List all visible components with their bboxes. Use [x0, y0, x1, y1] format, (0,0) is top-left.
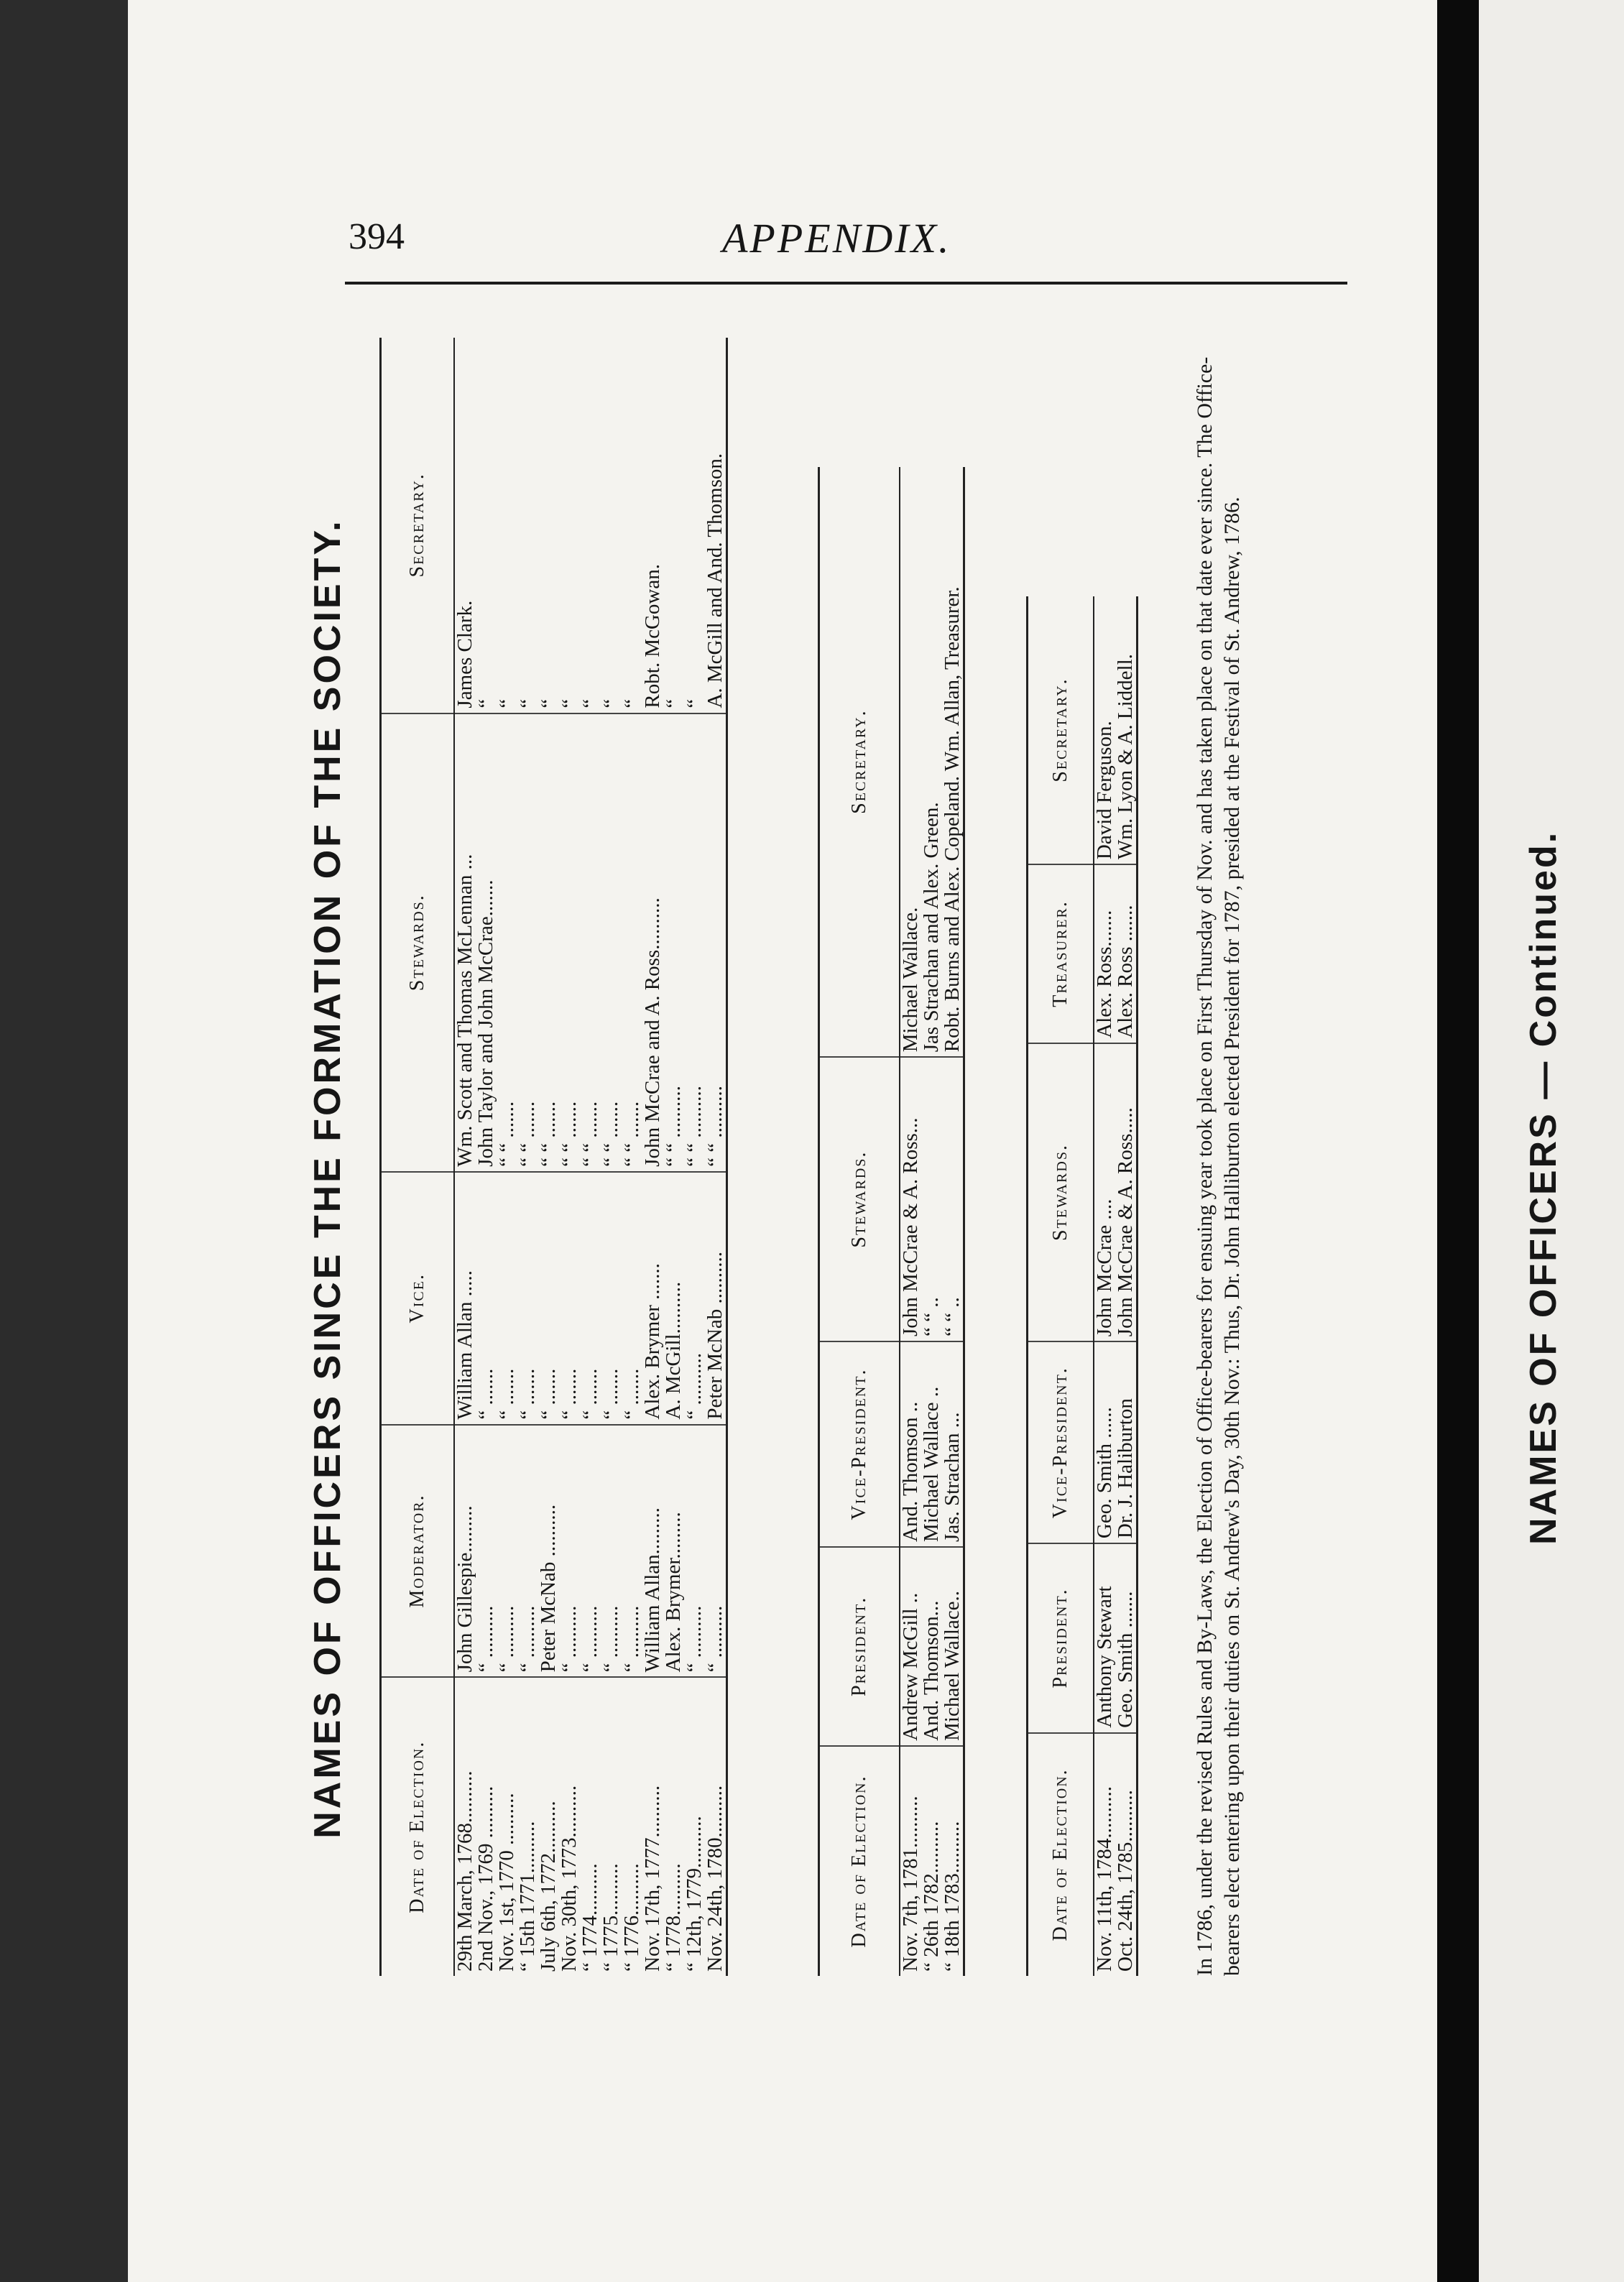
col-stewards: Stewards.	[819, 1057, 900, 1341]
table-cell: “ “ ..	[921, 1057, 942, 1341]
footnote-text: In 1786, under the revised Rules and By-Laws, the Election of Office-bearers for ensuing year took place on First Thursday of Nov. and has taken place on that date ever since. The Office-bearers elect entering upon their duties on St. Andrew's Day, 30th Nov.: Thus, Dr. John Halliburton elected President for 1787, presided at the Festival of St. Andrew, 1786.	[1193, 356, 1244, 1976]
table-cell: And. Thomson...	[921, 1547, 942, 1746]
col-stewards: Stewards.	[381, 713, 455, 1172]
page-gutter	[1437, 0, 1479, 2282]
table-cell: “ “ ..	[942, 1057, 964, 1341]
table-row	[942, 467, 964, 1976]
table-cell: “ “ ..........	[663, 713, 684, 1172]
col-date: Date of Election.	[1028, 1733, 1094, 1976]
table-cell: Michael Wallace ..	[921, 1341, 942, 1547]
table-body	[1094, 596, 1138, 1976]
table-cell: “ “ ..........	[684, 713, 705, 1172]
table-cell: “ .......	[517, 1172, 538, 1425]
header-rule	[345, 282, 1347, 285]
col-treasurer: Treasurer.	[1028, 864, 1094, 1043]
col-president: President.	[819, 1547, 900, 1746]
table-cell: Wm. Lyon & A. Liddell.	[1115, 596, 1138, 864]
table-cell: “ ..........	[622, 1425, 642, 1678]
table-row	[454, 338, 476, 1976]
table-cell: “ .......	[601, 1172, 622, 1425]
table-cell: “ ..........	[705, 1425, 727, 1678]
table-cell: Peter McNab ..........	[538, 1425, 559, 1678]
table-cell: David Ferguson.	[1094, 596, 1115, 864]
table-cell: “ .......	[580, 1172, 601, 1425]
table-cell: “	[517, 338, 538, 713]
table-cell: “ “ .......	[601, 713, 622, 1172]
table-cell: “ ..........	[559, 1425, 580, 1678]
col-secretary: Secretary.	[1028, 596, 1094, 864]
table-cell: “ 1778..........	[662, 1863, 685, 1972]
table-cell: William Allan .....	[454, 1172, 476, 1425]
table-cell: “	[476, 338, 497, 713]
facing-page	[1479, 0, 1624, 2282]
table-cell: Nov. 7th, 1781..........	[899, 1796, 922, 1972]
table-row	[622, 338, 642, 1976]
page-number: 394	[349, 216, 405, 257]
table-row	[642, 338, 663, 1976]
table-cell: “	[622, 338, 642, 713]
table-cell: Nov. 11th, 1784..........	[1093, 1786, 1116, 1972]
table-row	[517, 338, 538, 1976]
table-cell: Nov. 1st, 1770 ..........	[495, 1793, 518, 1972]
table-cell: “ 1774..........	[578, 1863, 601, 1972]
table-cell: 29th March, 1768..........	[453, 1770, 476, 1972]
table-row	[601, 338, 622, 1976]
table-cell: “ “ .......	[580, 713, 601, 1172]
table-cell: “ “ .......	[622, 713, 642, 1172]
table-cell: Dr. J. Haliburton	[1115, 1341, 1138, 1543]
officers-table-1781	[818, 467, 965, 1976]
table-cell: Nov. 17th, 1777..........	[641, 1785, 664, 1972]
table-cell: John McCrae and A. Ross..........	[642, 713, 663, 1172]
table-cell: Alex. Ross .......	[1115, 864, 1138, 1043]
table-cell: “ 26th 1782..........	[920, 1821, 943, 1972]
table-cell: “ ..........	[601, 1425, 622, 1678]
table-cell: Jas Strachan and Alex. Green.	[921, 467, 942, 1057]
table-cell: July 6th, 1772..........	[537, 1801, 560, 1972]
col-vice-president: Vice-President.	[1028, 1341, 1094, 1543]
table-row	[684, 338, 705, 1976]
table-cell: Alex. Ross.......	[1094, 864, 1115, 1043]
table-cell: “ .......	[538, 1172, 559, 1425]
continued-title: NAMES OF OFFICERS — Continued.	[1523, 830, 1564, 1545]
table-cell: “ .......	[476, 1172, 497, 1425]
table-cell: Geo. Smith .......	[1115, 1543, 1138, 1733]
table-cell: “ 18th 1783..........	[941, 1821, 964, 1972]
table-cell: “ .......	[497, 1172, 517, 1425]
table-cell: “ “ .......	[497, 713, 517, 1172]
table-cell: John McCrae ....	[1094, 1043, 1115, 1342]
table-cell: “ ..........	[580, 1425, 601, 1678]
table-cell: “	[684, 338, 705, 713]
table-row	[559, 338, 580, 1976]
table-cell: “ 1775..........	[599, 1863, 622, 1972]
table-cell: Robt. McGowan.	[642, 338, 663, 713]
table-cell: Andrew McGill ..	[900, 1547, 921, 1746]
table-cell: “ “ .......	[517, 713, 538, 1172]
table-cell: “ “ ..........	[705, 713, 727, 1172]
table-cell: Alex. Brymer.........	[663, 1425, 684, 1678]
table-cell: Geo. Smith ......	[1094, 1341, 1115, 1543]
officers-table-1768	[379, 338, 728, 1976]
table-cell: John McCrae & A. Ross.....	[1115, 1043, 1138, 1342]
col-moderator: Moderator.	[381, 1425, 455, 1678]
table-cell: “	[497, 338, 517, 713]
col-date: Date of Election.	[381, 1677, 455, 1976]
table-cell: Oct. 24th, 1785..........	[1114, 1790, 1137, 1972]
table-cell: “ “ .......	[538, 713, 559, 1172]
table-cell: John Taylor and John McCrae.......	[476, 713, 497, 1172]
table-row	[1094, 596, 1115, 1976]
table-cell: A. McGill and And. Thomson.	[705, 338, 727, 713]
col-date: Date of Election.	[819, 1746, 900, 1976]
table-cell: “	[538, 338, 559, 713]
running-title: APPENDIX.	[722, 215, 951, 262]
table-cell: Robt. Burns and Alex. Copeland. Wm. Allan, Treasurer.	[942, 467, 964, 1057]
table-cell: Nov. 30th, 1773..........	[558, 1785, 581, 1972]
col-vice: Vice.	[381, 1172, 455, 1425]
table-row	[663, 338, 684, 1976]
table-cell: “ ..........	[497, 1425, 517, 1678]
col-stewards: Stewards.	[1028, 1043, 1094, 1342]
table-cell: “ ..........	[517, 1425, 538, 1678]
col-president: President.	[1028, 1543, 1094, 1733]
table-cell: 2nd Nov., 1769 ..........	[474, 1786, 497, 1972]
table-cell: “ 1776..........	[620, 1863, 643, 1972]
table-body	[900, 467, 964, 1976]
table-cell: “ .......	[622, 1172, 642, 1425]
table-row	[580, 338, 601, 1976]
table-cell: William Allan.........	[642, 1425, 663, 1678]
table-cell: “ 12th, 1779..........	[683, 1816, 706, 1972]
table-cell: Nov. 24th, 1780..........	[703, 1785, 726, 1972]
table-cell: And. Thomson ..	[900, 1341, 921, 1547]
table-cell: A. McGill..........	[663, 1172, 684, 1425]
table-row	[497, 338, 517, 1976]
table-cell: “	[601, 338, 622, 713]
rotated-content	[300, 316, 1292, 2041]
table-cell: John Gillespie.........	[454, 1425, 476, 1678]
table-cell: “ “ .......	[559, 713, 580, 1172]
col-secretary: Secretary.	[819, 467, 900, 1057]
footnote	[1191, 338, 1245, 1976]
table-cell: “ .......	[559, 1172, 580, 1425]
table-cell: Michael Wallace..	[942, 1547, 964, 1746]
table-cell: John McCrae & A. Ross...	[900, 1057, 921, 1341]
officers-table-1784	[1026, 596, 1138, 1976]
table-cell: Peter McNab ..........	[705, 1172, 727, 1425]
col-vice-president: Vice-President.	[819, 1341, 900, 1547]
table-cell: “	[559, 338, 580, 713]
table-cell: Wm. Scott and Thomas McLennan ...	[454, 713, 476, 1172]
table-cell: James Clark.	[454, 338, 476, 713]
table-row	[1115, 596, 1138, 1976]
table-body	[454, 338, 727, 1976]
table-row	[538, 338, 559, 1976]
table-cell: “ 15th 1771..........	[516, 1821, 539, 1972]
scan-border	[0, 0, 128, 2282]
col-secretary: Secretary.	[381, 338, 455, 713]
table-cell: “ ..........	[684, 1172, 705, 1425]
table-cell: “	[663, 338, 684, 713]
table-cell: “ ..........	[684, 1425, 705, 1678]
table-row	[476, 338, 497, 1976]
table-cell: Anthony Stewart	[1094, 1543, 1115, 1733]
main-title: NAMES OF OFFICERS SINCE THE FORMATION OF THE SOCIETY.	[307, 518, 349, 1839]
table-cell: “	[580, 338, 601, 713]
table-row	[900, 467, 921, 1976]
table-cell: “ ..........	[476, 1425, 497, 1678]
table-row	[921, 467, 942, 1976]
table-cell: Michael Wallace.	[900, 467, 921, 1057]
table-row	[705, 338, 727, 1976]
table-cell: Jas. Strachan ...	[942, 1341, 964, 1547]
table-cell: Alex. Brymer .......	[642, 1172, 663, 1425]
